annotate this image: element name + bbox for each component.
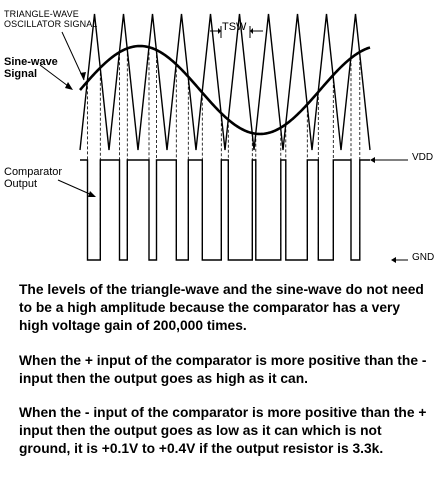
triangle-label-line2: OSCILLATOR SIGNAL [4,18,98,29]
comparator-output-label [4,166,62,190]
comparator-output-waveform [80,160,370,260]
sine-label-line2: Signal [4,68,38,81]
note-paragraph-gain: The levels of the triangle-wave and the sine-wave do not need to be a high amplitude because the comparator has a very high voltage gain of 200,000 times. [19,282,424,334]
vdd-label: VDD [412,152,434,163]
comparator-label-line2: Output [4,178,38,191]
explanation-notes [19,281,429,475]
sine-label-line1: Sine-wave [4,56,58,68]
tsw-label: TSW [222,21,247,33]
sine-wave-label [4,56,58,80]
gnd-arrow [391,257,408,263]
triangle-label-arrow [62,32,86,80]
comparator-label-line1: Comparator [4,166,63,178]
triangle-label-line1: TRIANGLE-WAVE [4,9,79,19]
vdd-arrow [370,157,408,163]
note-paragraph-low: When the - input of the comparator is more positive than the + input then the output goes as low as it can which is not ground, it is +0.1V to +0.4V if the output resistor is 3.3k. [19,405,427,457]
triangle-wave-label [4,10,97,30]
sine-wave [80,46,370,134]
comparator-label-arrow [58,180,96,197]
note-paragraph-high: When the + input of the comparator is more positive than the - input then the output goes as high as it can. [19,352,427,386]
gnd-label: GND [412,252,435,263]
